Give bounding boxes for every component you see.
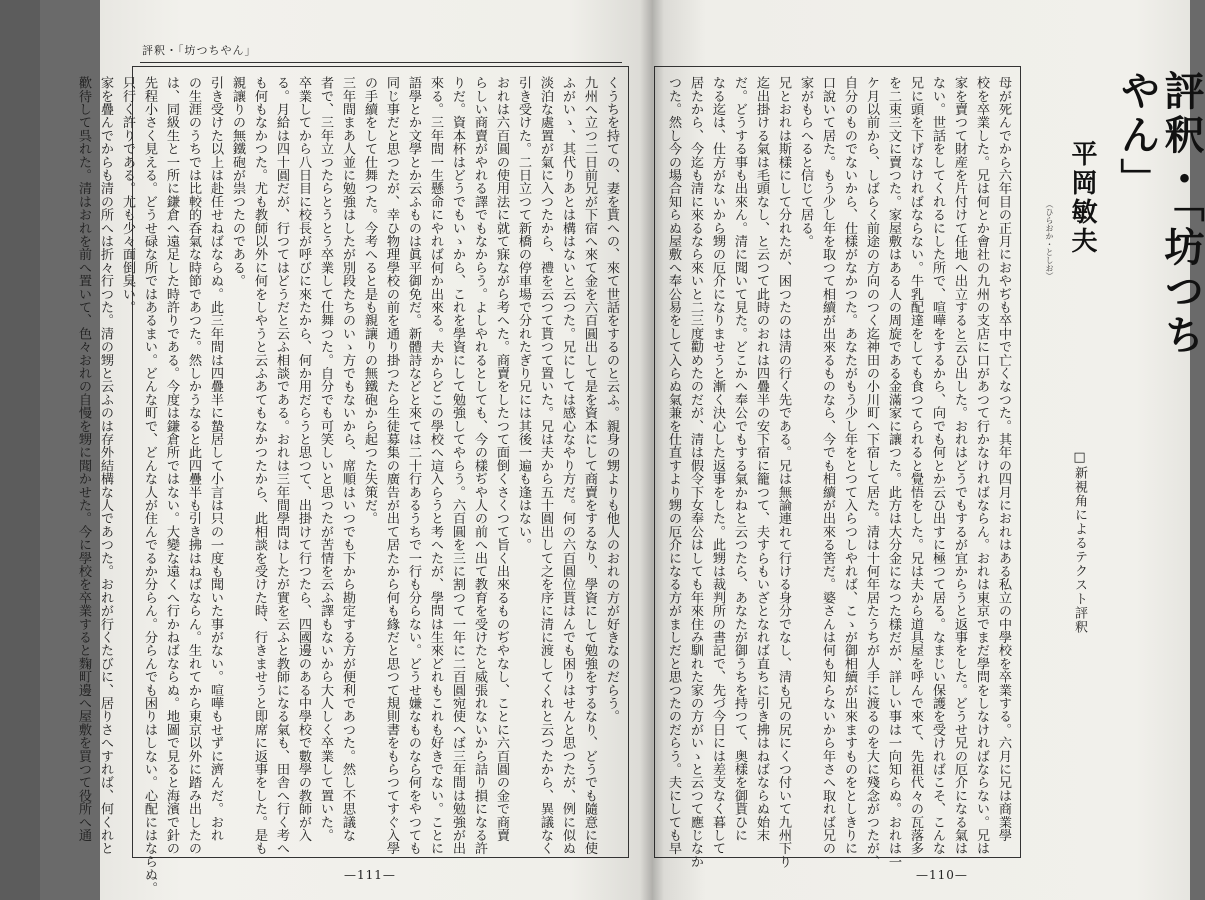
text-column: も何もなかつた。尤も教師以外に何をしやうと云ふあてもなかつたから、此相談を受けた時、行きませうと即席に返事をした。是も (252, 76, 267, 855)
text-column: なる迄は、仕方がないから甥の厄介になりませうと漸く決心した返事をした。此甥は裁判所の書記で、先づ今日には差支なく暮して (710, 76, 725, 855)
text-column: りだ。資本杯はどうでもいゝから、これを學資にして勉強してやらう。六百圓を三に割つて一年に二百圓宛使へば三年間は勉強が出 (450, 76, 465, 855)
text-column: 口說いて居た。もう少し年を取つて相續が出來るものなら、今でも相續が出來る筈だ。婆さんは何も知らないから年さへ取れば兄の (820, 76, 835, 855)
text-column: 家を賣つて財産を片付けて任地へ出立すると云ひ出した。おれはどうでもするが宜からうと返事をした。どうせ兄の厄介になる氣は (952, 76, 967, 855)
text-column: 家がもらへると信じて居る。 (798, 76, 813, 248)
text-column: を二束三文に賣つた。家屋敷はある人の周旋である金滿家に讓つた。此方は大分金になつた樣だが、詳しい事は一向知らぬ。おれは一 (886, 76, 901, 868)
text-column: おれは六百圓の使用法に就て寐ながら考へた。商賣をしたつて面倒くさくつて旨く出來るものぢやなし、ことに六百圓の金で商賣 (494, 76, 509, 842)
text-column: 九州へ立つ二日前兄が下宿へ來て金を六百圓出して是を資本にして商賣をするなり、學資にして勉強をするなり、どうでも隨意に使 (582, 76, 597, 855)
open-book (40, 0, 1205, 900)
text-column: 家を疊んでからも清の所へは折々行つた。清の甥と云ふのは存外結構な人であつた。おれが行くたびに、居りさへすれば、何くれと (98, 76, 113, 855)
book-gutter (640, 0, 664, 900)
text-column: 只行く許りである。尤も少々面倒臭い。 (120, 76, 135, 314)
text-column: 居たから、今迄も清に來るなら來いと二三度勸めたのだが、清は假令下女奉公はしても年來住み馴れた家の方がいゝと云つて應じなか (688, 76, 703, 868)
text-column: 歡待して呉れた。清はおれを前へ置いて、色々おれの自慢を甥に聞かせた。今に學校を卒業すると麴町邊へ屋敷を買つて役所へ通 (76, 76, 91, 842)
text-column: ない。世話をしてくれるにした所で、喧嘩をするから、向でも何とか云ひ出すに極つて居る。なまじい保護を受ければこそ、こんな (930, 76, 945, 855)
right-text-frame (654, 66, 1021, 868)
text-column: 同じ事だと思つたが、幸ひ物理學校の前を通り掛つたら生徒募集の廣告が出て居たから何も緣だと思つて規則書をもらつてすぐ入學 (384, 76, 399, 855)
text-column: 母が死んでから六年目の正月におやぢも卒中で亡くなつた。其年の四月におれはある私立の中學校を卒業する。六月に兄は商業學 (996, 76, 1011, 842)
text-column: 引き受けた。二日立つて新橋の停車場で分れたぎり兄には其後一遍も逢はない。 (516, 76, 531, 552)
text-column: 兄に頭を下げなければならない。牛乳配達をしても食つてられると覺悟をした。兄は夫から道具屋を呼んで來て、先祖代々の瓦落多 (908, 76, 923, 855)
text-column: 者で、三年立つたらとうとう卒業して仕舞つた。自分でも可笑しいと思つたが苦情を云ふ譯もないから大人しく卒業して置いた。 (318, 76, 333, 842)
text-column: 親讓りの無鐵砲が祟つたのである。 (230, 76, 245, 288)
text-column: 校を卒業した。兄は何とか會社の九州の支店に口があつて行かなければならん。おれは東京でまだ學問をしなければならない。兄は (974, 76, 989, 855)
text-column: 先程小さく見える。どうせ碌な所ではあるまい。どんな町で、どんな人が住んでるか分らん。分らんでも困りはしない。心配にはならぬ。 (142, 76, 157, 895)
text-column: 兄とおれは斯樣にして分れたが、困つたのは清の行く先である。兄は無論連れて行ける身分でなし、清も兄の尻にくつ付いて九州下り (776, 76, 791, 868)
text-column: 來る。三年間一生懸命にやれば何か出來る。夫からどこの學校へ這入らうと考へたが、學問は生來どれもこれも好きでない。ことに (428, 76, 443, 855)
text-column: 迄出掛ける氣は毛頭なし、と云つて此時のおれは四疊半の安下宿に籠つて、夫すらもいざとなれば直ちに引き拂はねばならぬ始末 (754, 76, 769, 842)
page-number-right: —110— (916, 868, 968, 882)
running-header: 評釈・「坊つちやん」 (142, 44, 257, 57)
text-column: だ。どうする事も出來ん。清に聞いて見た。どこかへ奉公でもする氣かねと云つたら、あなたが御うちを持つて、奥樣を御貰ひに (732, 76, 747, 842)
text-column: 三年間まあ人並に勉強はしたが別段たちのいゝ方でもないから、席順はいつでも下から勘定する方が便利であつた。然し不思議な (340, 76, 355, 842)
text-column: の手續をして仕舞つた。今考へると是も親讓りの無鐵砲から起つた失策だ。 (362, 76, 377, 525)
text-column: る。月給は四十圓だが、行つてはどうだと云ふ相談である。おれは三年間學問はしたが實を云ふと教師になる氣も、田舎へ行く考へ (274, 76, 289, 855)
text-column: は、同級生と一所に鎌倉へ遠足した時許りである。今度は鎌倉所ではない。大變な遠くへ行かねばならぬ。地圖で見ると海濱で針の (164, 76, 179, 855)
text-column: 自分のものでないから、仕樣がなかつた。あなたがもう少し年をとつて入らつしやれば、こゝが御相續が出來ますものをとしきりに (842, 76, 857, 855)
text-column: 淡泊な處置が氣に入つたから、禮を云つて貰つて置いた。兄は夫から五十圓出して之を序に清に渡してくれと云つたから、異議なく (538, 76, 553, 855)
background-ruler (0, 0, 40, 900)
text-column: くうちを持ての、妻を貰への、來て世話をするのと云ふ。親身の甥よりも他人のおれの方が好きなのだらう。 (604, 76, 619, 723)
text-column: らしい商賣がやれる譯でもなからう。よしやれるとしても、今の樣ぢや人の前へ出て教育を受けたと威張れないから詰り損になる許 (472, 76, 487, 855)
text-column: ふがいゝ、其代りあとは構はないと云つた。兄にしては感心なやり方だ。何の六百圓位貰はんでも困りはせんと思つたが、例に似ぬ (560, 76, 575, 855)
author-name: 平岡敏夫 (1067, 140, 1097, 256)
author-reading: （ひらおか・としお） (1045, 200, 1054, 280)
page-number-left: —111— (344, 868, 396, 882)
text-column: の生涯のうちでは比較的呑氣な時節であつた。然しかうなると此四疊半も引き拂はねばならん。生れてから東京以外に踏み出したの (186, 76, 201, 855)
article-title: 評釈・「坊つちやん」 (1114, 70, 1205, 358)
text-column: 卒業してから八日目に校長が呼びに來たから、何か用だらうと思つて、出掛けて行つたら、四國邊のある中學校で數學の教師が入 (296, 76, 311, 842)
article-subtitle: □新視角によるテクスト評釈 (1072, 450, 1087, 634)
text-column: 引き受けた以上は赴任せねばならぬ。此三年間は四疊半に蟄居して小言は只の一度も聞いた事がない。喧嘩もせずに濟んだ。おれ (208, 76, 223, 842)
text-column: つた。然し今の場合知らぬ屋敷へ奉公易をして入らぬ氣兼を仕直すより甥の厄介になる方がましだと思つたのだらう。夫にしても早 (666, 76, 681, 855)
text-column: 語學とか文學とか云ふものは眞平御免だ。新體詩などと來ては二十行あるうちで一行も分らない。どうせ嫌なものなら何をやつても (406, 76, 421, 855)
text-column: ケ月以前から、しばらく前途の方向のつく迄神田の小川町へ下宿して居た。清は十何年居たうちが人手に渡るのを大に殘念がつたが、 (864, 76, 879, 868)
header-rule (140, 62, 622, 63)
